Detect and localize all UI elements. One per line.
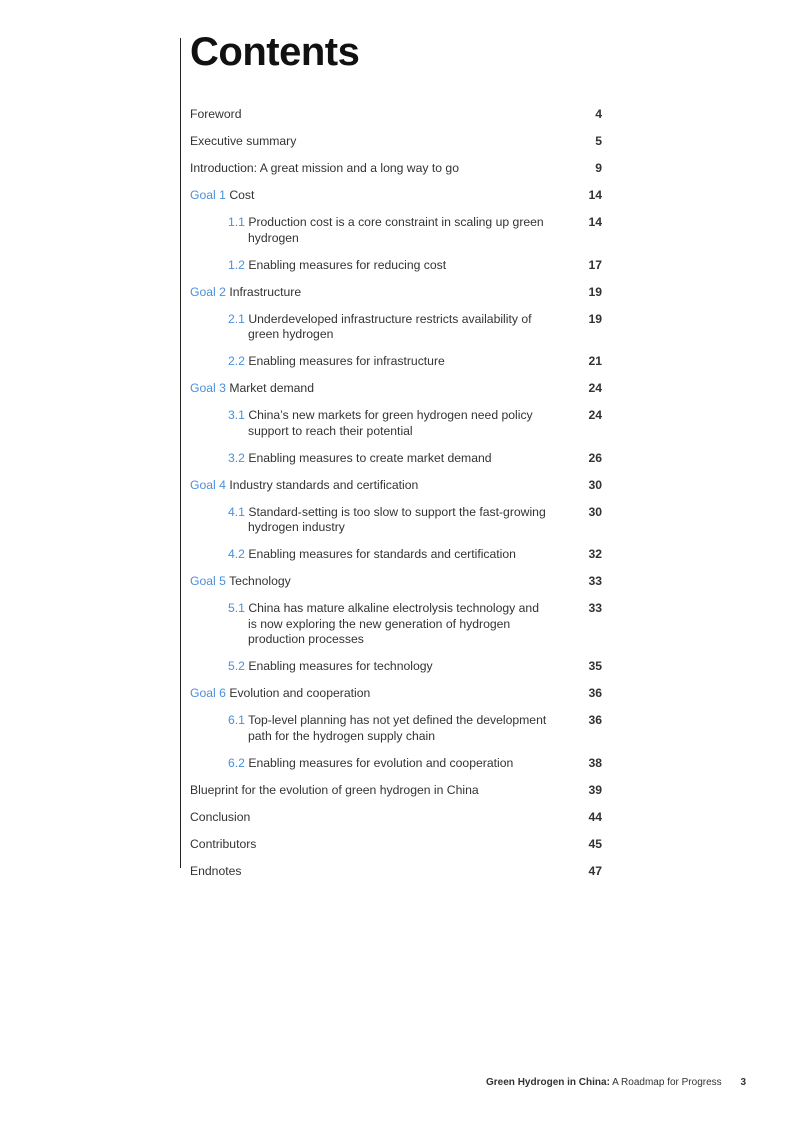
toc-page-number: 14 <box>588 188 602 202</box>
toc-entry-number: 4.2 <box>228 547 245 561</box>
toc-page-number: 5 <box>595 134 602 148</box>
footer-page-number: 3 <box>740 1077 746 1088</box>
toc-subentry[interactable] <box>190 756 602 783</box>
toc-entry-text <box>228 451 492 467</box>
toc-entry-text <box>190 285 301 301</box>
toc-entry[interactable] <box>190 107 602 134</box>
toc-page-number: 24 <box>588 408 602 422</box>
toc-entry-label: Enabling measures to create market demand <box>248 450 492 465</box>
toc-page-number: 14 <box>588 215 602 229</box>
toc-entry-number: Goal 3 <box>190 381 226 395</box>
toc-page-number: 36 <box>588 686 602 700</box>
toc-entry-text <box>190 686 370 702</box>
toc-page-number: 44 <box>588 809 602 824</box>
toc-entry[interactable] <box>190 686 602 713</box>
toc-subentry[interactable] <box>190 312 602 355</box>
toc-entry[interactable] <box>190 783 602 810</box>
toc-subentry[interactable] <box>190 258 602 285</box>
toc-entry-label: Foreword <box>190 107 242 121</box>
toc-entry-text <box>190 107 241 123</box>
toc-entry-number: 3.2 <box>228 450 245 465</box>
toc-page-number: 19 <box>588 311 602 326</box>
footer <box>486 1077 746 1088</box>
toc-page-number: 26 <box>588 450 602 465</box>
footer-report-subtitle: A Roadmap for Progress <box>612 1077 722 1088</box>
toc-entry-number: 6.2 <box>228 755 245 770</box>
toc-page-number: 36 <box>588 713 602 727</box>
toc-entry-text <box>190 381 314 397</box>
toc-entry-label: Evolution and cooperation <box>229 686 371 700</box>
toc-entry[interactable] <box>190 285 602 312</box>
toc-entry-number: 2.2 <box>228 354 245 368</box>
toc-entry-label: Infrastructure <box>229 284 302 299</box>
page-title: Contents <box>190 30 360 74</box>
toc-page-number: 47 <box>588 863 602 878</box>
toc-entry-label: Executive summary <box>190 134 297 148</box>
toc-entry[interactable] <box>190 478 602 505</box>
toc-entry-label: Market demand <box>229 381 314 395</box>
toc-entry-number: Goal 2 <box>190 284 226 299</box>
toc-subentry[interactable] <box>190 451 602 478</box>
toc-entry-label: Blueprint for the evolution of green hydrogen in China <box>190 782 479 797</box>
toc-entry-label: Enabling measures for infrastructure <box>248 354 445 368</box>
toc-entry-text <box>190 134 296 150</box>
footer-report-title: Green Hydrogen in China: <box>486 1077 610 1088</box>
toc-subentry[interactable] <box>190 505 602 548</box>
toc-entry-number: Goal 1 <box>190 188 226 202</box>
toc-entry-label: Enabling measures for evolution and cooperation <box>248 755 514 770</box>
toc-page-number: 4 <box>595 107 602 121</box>
toc-entry[interactable] <box>190 810 602 837</box>
toc-entry[interactable] <box>190 381 602 408</box>
toc-entry-number: Goal 6 <box>190 686 226 700</box>
toc-entry-text <box>190 478 418 494</box>
toc-subentry[interactable] <box>190 408 602 451</box>
toc-page-number: 19 <box>588 284 602 299</box>
toc-entry-label: Industry standards and certification <box>229 477 419 492</box>
toc-entry-label: Technology <box>229 574 291 588</box>
toc-entry-label: China has mature alkaline electrolysis technology and is now exploring the new generation of hydrogen production processes <box>248 601 539 646</box>
toc-entry[interactable] <box>190 864 602 891</box>
toc-entry-text <box>228 312 548 343</box>
toc-subentry[interactable] <box>190 659 602 686</box>
toc-page-number: 38 <box>588 755 602 770</box>
toc-page-number: 33 <box>588 574 602 588</box>
toc-entry-label: Endnotes <box>190 863 242 878</box>
toc-entry-label: Production cost is a core constraint in scaling up green hydrogen <box>248 215 544 245</box>
toc-entry-text <box>190 783 479 799</box>
toc-subentry[interactable] <box>190 354 602 381</box>
toc-entry-label: Underdeveloped infrastructure restricts availability of green hydrogen <box>248 311 532 341</box>
toc-entry-label: Cost <box>229 188 255 202</box>
toc-subentry[interactable] <box>190 215 602 258</box>
toc-entry[interactable] <box>190 188 602 215</box>
toc-page-number: 24 <box>588 381 602 395</box>
toc-page-number: 33 <box>588 601 602 615</box>
toc-subentry[interactable] <box>190 601 602 659</box>
toc-entry[interactable] <box>190 574 602 601</box>
table-of-contents <box>190 107 602 891</box>
toc-page-number: 35 <box>588 659 602 673</box>
toc-entry[interactable] <box>190 837 602 864</box>
toc-page-number: 39 <box>588 782 602 797</box>
toc-entry-number: 5.2 <box>228 659 245 673</box>
toc-entry-label: Introduction: A great mission and a long way to go <box>190 161 459 175</box>
toc-page-number: 30 <box>588 477 602 492</box>
toc-entry-label: China’s new markets for green hydrogen need policy support to reach their potential <box>248 408 533 438</box>
toc-entry-text <box>190 837 256 853</box>
toc-entry-text <box>228 756 513 772</box>
toc-entry-number: 5.1 <box>228 601 245 615</box>
toc-entry-number: 4.1 <box>228 504 245 519</box>
toc-entry-text <box>190 161 459 177</box>
margin-rule <box>180 38 181 868</box>
toc-entry-text <box>228 505 548 536</box>
toc-entry-number: 1.1 <box>228 215 245 229</box>
toc-entry-text <box>190 864 242 880</box>
toc-page-number: 45 <box>588 836 602 851</box>
toc-entry-text <box>228 354 445 370</box>
toc-entry-label: Conclusion <box>190 809 251 824</box>
toc-entry-label: Top-level planning has not yet defined the development path for the hydrogen supply chain <box>248 713 547 743</box>
toc-entry-number: Goal 4 <box>190 477 226 492</box>
toc-page-number: 30 <box>588 504 602 519</box>
toc-entry[interactable] <box>190 134 602 161</box>
toc-entry-text <box>190 810 250 826</box>
toc-entry-text <box>190 574 291 590</box>
toc-entry-text <box>228 713 548 744</box>
toc-page-number: 32 <box>588 547 602 561</box>
toc-entry-text <box>190 188 254 204</box>
toc-page-number: 17 <box>588 257 602 272</box>
toc-entry[interactable] <box>190 161 602 188</box>
toc-entry-label: Enabling measures for standards and certification <box>248 547 516 561</box>
toc-entry-text <box>228 547 516 563</box>
toc-entry-text <box>228 408 548 439</box>
toc-entry-label: Enabling measures for reducing cost <box>248 257 447 272</box>
toc-entry-text <box>228 215 548 246</box>
toc-page-number: 21 <box>588 354 602 368</box>
toc-entry-label: Enabling measures for technology <box>248 659 433 673</box>
toc-subentry[interactable] <box>190 547 602 574</box>
toc-entry-number: 3.1 <box>228 408 245 422</box>
toc-entry-number: 6.1 <box>228 713 245 727</box>
toc-entry-number: Goal 5 <box>190 574 226 588</box>
toc-page-number: 9 <box>595 161 602 175</box>
toc-entry-label: Standard-setting is too slow to support the fast-growing hydrogen industry <box>248 504 546 534</box>
toc-entry-text <box>228 659 433 675</box>
toc-entry-number: 2.1 <box>228 311 245 326</box>
toc-entry-text <box>228 258 446 274</box>
toc-subentry[interactable] <box>190 713 602 756</box>
toc-entry-text <box>228 601 548 648</box>
toc-entry-number: 1.2 <box>228 257 245 272</box>
toc-entry-label: Contributors <box>190 836 257 851</box>
